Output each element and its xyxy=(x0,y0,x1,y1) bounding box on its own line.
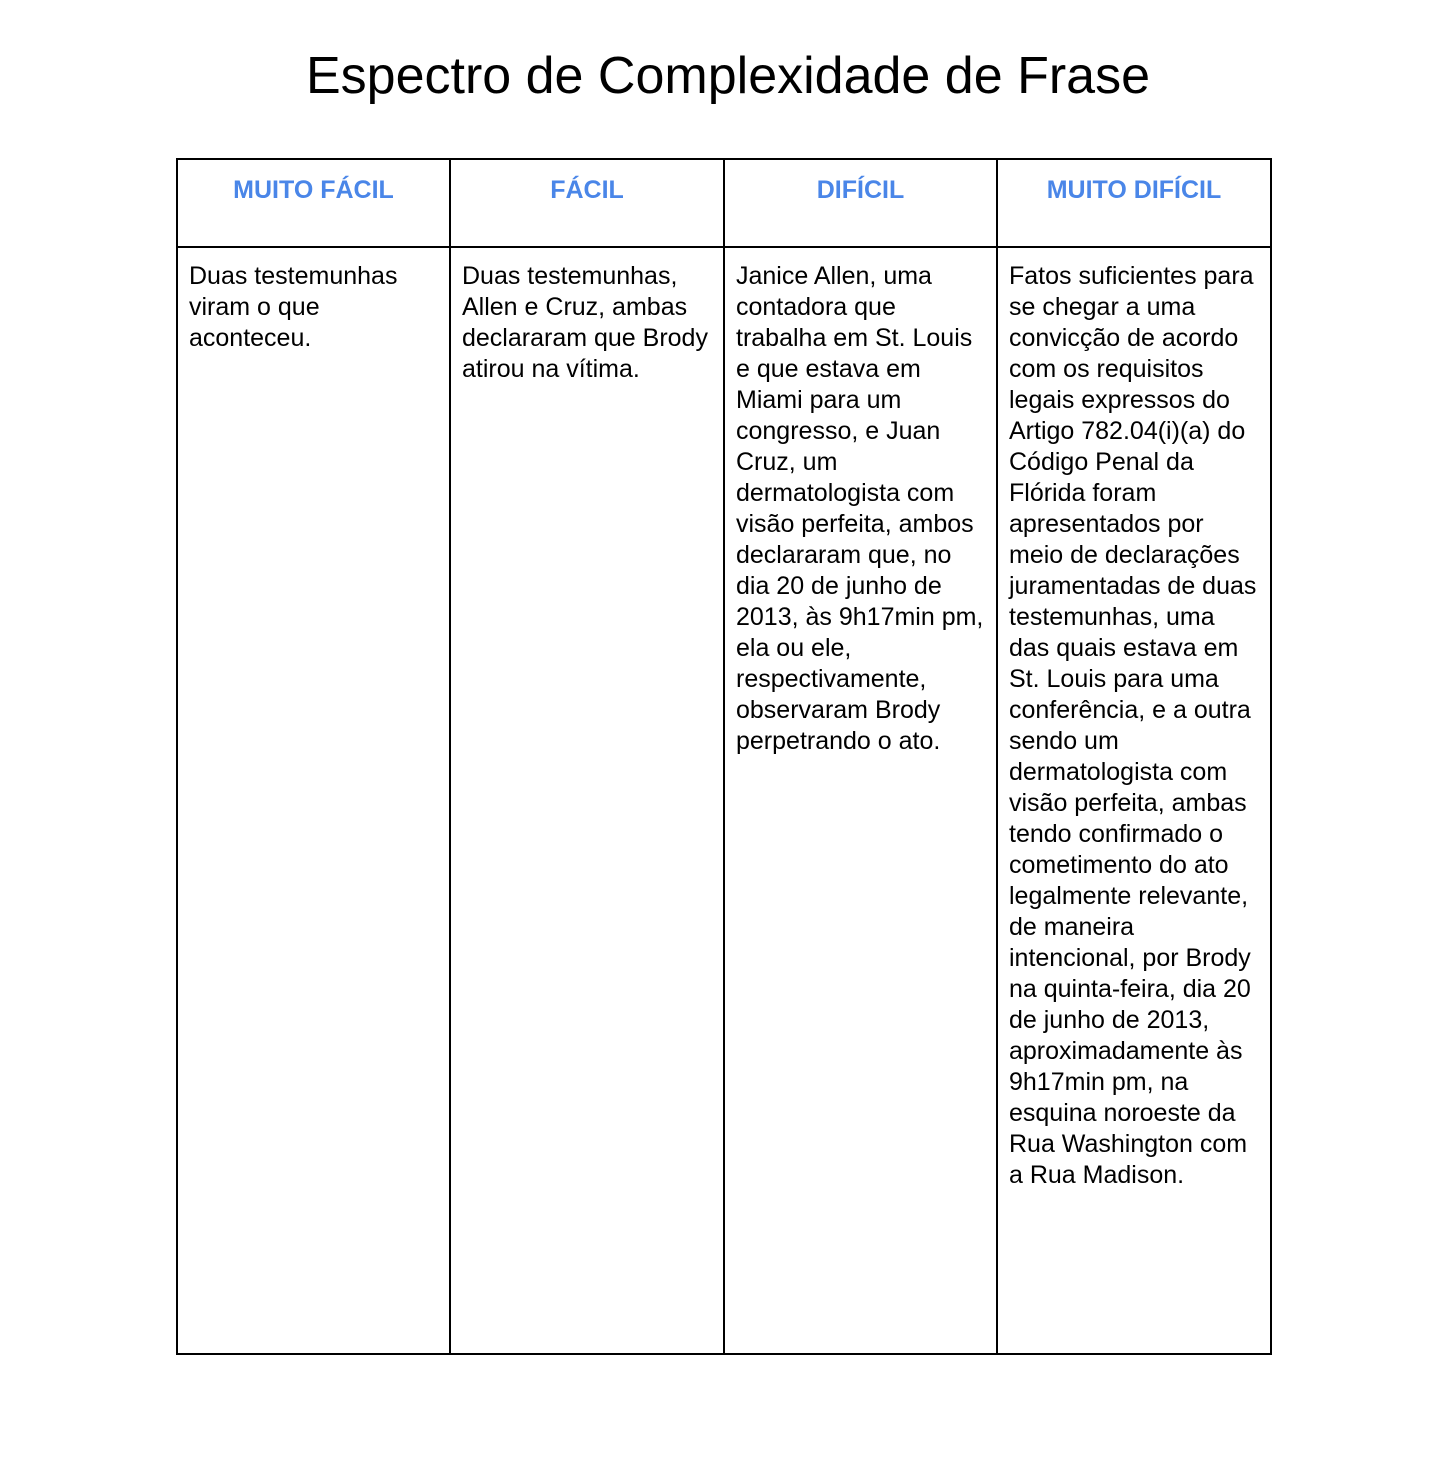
header-very-easy: MUITO FÁCIL xyxy=(177,159,450,247)
complexity-table xyxy=(176,158,1272,1355)
header-row xyxy=(177,159,1271,247)
header-very-hard: MUITO DIFÍCIL xyxy=(997,159,1271,247)
table-row xyxy=(177,247,1271,1354)
cell-easy: Duas testemunhas, Allen e Cruz, ambas declararam que Brody atirou na vítima. xyxy=(450,247,724,1354)
cell-very-hard: Fatos suficientes para se chegar a uma convicção de acordo com os requisitos legais expressos do Artigo 782.04(i)(a) do Código Penal da Flórida foram apresentados por meio de declarações juramentadas de duas testemunhas, uma das quais estava em St. Louis para uma conferência, e a outra sendo um dermatologista com visão perfeita, ambas tendo confirmado o cometimento do ato legalmente relevante, de maneira intencional, por Brody na quinta-feira, dia 20 de junho de 2013, aproximadamente às 9h17min pm, na esquina noroeste da Rua Washington com a Rua Madison. xyxy=(997,247,1271,1354)
header-hard: DIFÍCIL xyxy=(724,159,997,247)
table-body xyxy=(177,247,1271,1354)
cell-hard: Janice Allen, uma contadora que trabalha em St. Louis e que estava em Miami para um congresso, e Juan Cruz, um dermatologista com visão perfeita, ambos declararam que, no dia 20 de junho de 2013, às 9h17min pm, ela ou ele, respectivamente, observaram Brody perpetrando o ato. xyxy=(724,247,997,1354)
table-header xyxy=(177,159,1271,247)
cell-very-easy: Duas testemunhas viram o que aconteceu. xyxy=(177,247,450,1354)
header-easy: FÁCIL xyxy=(450,159,724,247)
page-title: Espectro de Complexidade de Frase xyxy=(305,47,1150,105)
